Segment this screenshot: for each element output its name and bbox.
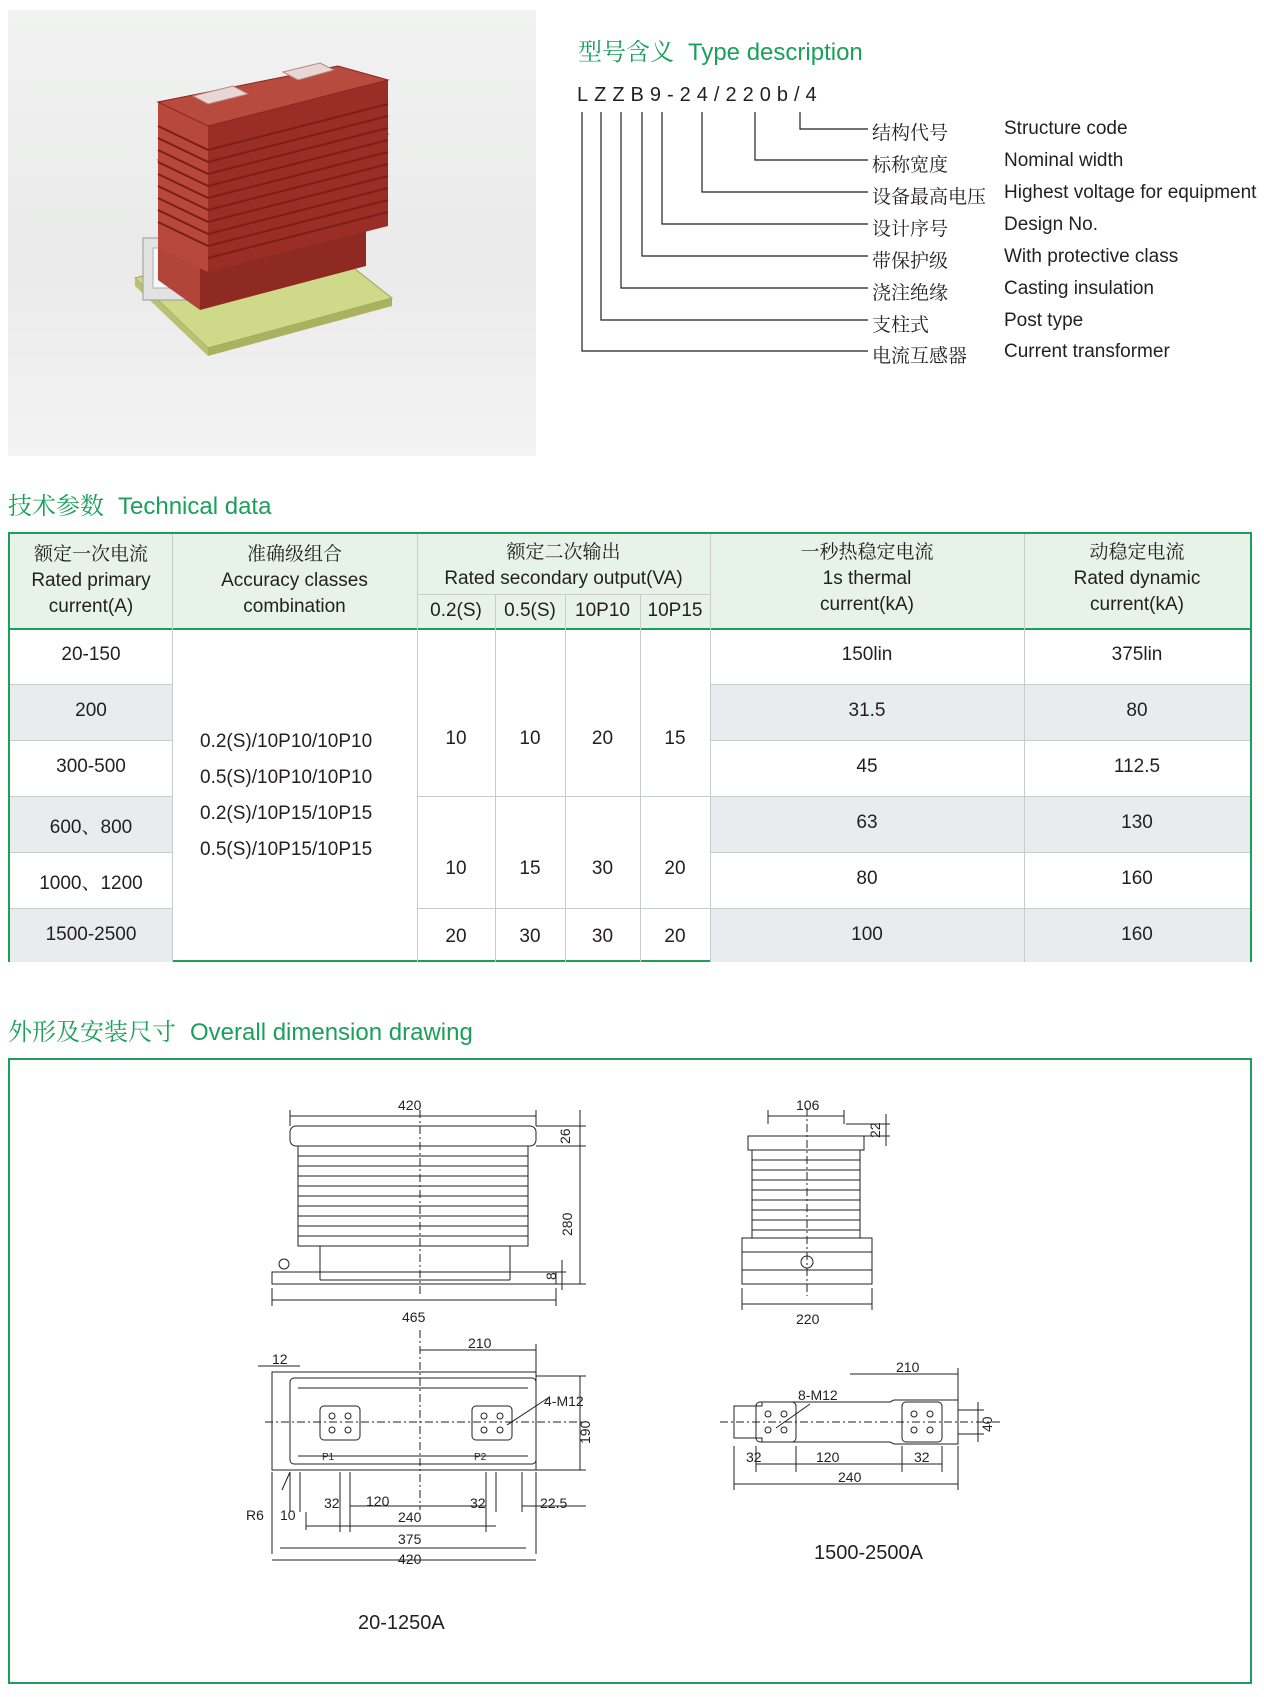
row-divider	[710, 740, 1250, 741]
type-row-zh: 标称宽度	[872, 155, 949, 176]
cell-thermal: 80	[856, 868, 878, 889]
cell-thermal: 31.5	[848, 700, 886, 721]
header-dynamic	[1024, 540, 1250, 618]
dim-label-d420: 420	[398, 1551, 422, 1567]
header-zh: 动稳定电流	[1089, 542, 1185, 563]
dimension-drawing-panel	[8, 1058, 1252, 1684]
group-divider	[417, 908, 710, 909]
cell-thermal: 45	[856, 756, 878, 777]
accuracy-item: 0.2(S)/10P10/10P10	[200, 731, 373, 752]
type-row-en: Design No.	[1004, 214, 1098, 235]
type-row-zh: 设备最高电压	[872, 187, 987, 208]
technical-data-title	[8, 486, 271, 521]
cell-dynamic: 112.5	[1113, 756, 1161, 777]
dim-label-p2: P2	[474, 1452, 487, 1463]
cell-dynamic: 80	[1126, 700, 1148, 721]
type-row-zh: 支柱式	[872, 315, 930, 336]
cell-secondary: 20	[664, 858, 686, 879]
dim-label-b-240: 240	[838, 1469, 862, 1485]
row-divider	[710, 796, 1250, 797]
cell-secondary: 20	[445, 926, 467, 947]
cell-secondary: 10	[445, 728, 467, 749]
type-row-structure-code	[872, 118, 1262, 148]
cell-secondary: 20	[591, 728, 614, 749]
cell-primary: 200	[75, 700, 107, 721]
dim-label-b-210: 210	[896, 1359, 920, 1375]
dim-label-base-h: 8	[543, 1272, 559, 1280]
dim-label-plan-12: 12	[272, 1351, 288, 1367]
header-en: Accuracy classes	[221, 570, 368, 591]
dim-label-b-120: 120	[816, 1449, 840, 1465]
dim-label-b-32b: 32	[914, 1449, 930, 1465]
dim-label-d240: 240	[398, 1509, 422, 1525]
technical-data-table	[8, 532, 1252, 962]
cell-thermal: 150lin	[841, 644, 893, 665]
header-en: Rated dynamic	[1073, 568, 1201, 589]
cell-secondary: 30	[591, 926, 614, 947]
type-row-zh: 设计序号	[872, 219, 949, 240]
type-row-zh: 电流互感器	[872, 346, 968, 367]
header-en: current(A)	[48, 596, 134, 617]
type-description-title-zh: 型号含义	[578, 39, 674, 66]
accuracy-item: 0.2(S)/10P15/10P15	[200, 803, 373, 824]
cell-primary: 600、800	[49, 817, 133, 838]
header-zh: 准确级组合	[246, 544, 342, 565]
row-divider	[10, 908, 172, 909]
header-zh: 额定二次输出	[506, 542, 621, 563]
type-row-casting-insulation	[872, 278, 1262, 308]
cell-thermal: 63	[856, 812, 878, 833]
dim-label-r6: R6	[246, 1507, 264, 1523]
type-row-zh: 结构代号	[872, 123, 949, 144]
type-row-nominal-width	[872, 150, 1262, 180]
type-description-title-en: Type description	[688, 39, 863, 66]
dimension-drawing-title	[8, 1012, 473, 1047]
cell-secondary: 30	[519, 926, 541, 947]
column-divider	[640, 594, 641, 962]
dim-label-b-40: 40	[979, 1416, 995, 1432]
type-row-post-type	[872, 310, 1262, 340]
type-row-en: Post type	[1004, 310, 1084, 331]
cell-primary: 20-150	[61, 644, 121, 665]
cell-primary: 1500-2500	[45, 924, 137, 945]
row-divider	[10, 852, 172, 853]
dim-label-d120: 120	[366, 1493, 390, 1509]
type-row-current-transformer	[872, 341, 1262, 371]
group-divider	[417, 796, 710, 797]
cell-secondary: 10	[519, 728, 541, 749]
header-sub-10p15: 10P15	[647, 600, 703, 621]
dim-label-side-width: 106	[796, 1097, 820, 1113]
cell-dynamic: 160	[1121, 924, 1153, 945]
header-sub-02s: 0.2(S)	[430, 600, 482, 621]
row-divider	[10, 740, 172, 741]
type-row-en: Current transformer	[1004, 341, 1170, 362]
dimension-drawing-title-en: Overall dimension drawing	[190, 1019, 473, 1046]
type-row-zh: 带保护级	[872, 251, 949, 272]
dim-label-base-width: 465	[402, 1309, 426, 1325]
technical-data-title-zh: 技术参数	[8, 493, 104, 520]
cell-dynamic: 375lin	[1111, 644, 1163, 665]
dim-label-bolt: 4-M12	[544, 1393, 584, 1409]
dim-label-top-cap: 26	[557, 1128, 573, 1144]
header-secondary	[417, 540, 710, 592]
model-code: LZZB9-24/220b/4	[577, 84, 823, 106]
type-row-en: With protective class	[1004, 246, 1179, 267]
caption-20-1250a: 20-1250A	[358, 1612, 445, 1634]
dim-label-side-base: 220	[796, 1311, 820, 1327]
cell-secondary: 30	[591, 858, 614, 879]
type-row-en: Nominal width	[1004, 150, 1124, 171]
accuracy-item: 0.5(S)/10P15/10P15	[200, 839, 373, 860]
dim-label-front-width: 420	[398, 1097, 422, 1113]
type-row-zh: 浇注绝缘	[872, 283, 949, 304]
type-row-highest-voltage	[872, 182, 1262, 212]
cell-dynamic: 130	[1121, 812, 1153, 833]
dimension-drawing-title-zh: 外形及安装尺寸	[8, 1019, 176, 1046]
technical-data-title-en: Technical data	[118, 493, 272, 520]
cell-secondary: 10	[445, 858, 467, 879]
header-sub-05s: 0.5(S)	[504, 600, 556, 621]
cell-primary: 300-500	[56, 756, 126, 777]
dim-label-b-32a: 32	[746, 1449, 762, 1465]
cell-secondary: 15	[664, 728, 686, 749]
dim-label-d10: 10	[280, 1507, 296, 1523]
header-divider	[417, 594, 710, 595]
caption-1500-2500a: 1500-2500A	[814, 1542, 923, 1564]
header-en: combination	[243, 596, 346, 617]
cell-secondary: 15	[519, 858, 541, 879]
header-zh: 一秒热稳定电流	[800, 542, 934, 563]
header-en: 1s thermal	[822, 568, 912, 589]
header-zh: 额定一次电流	[33, 544, 148, 565]
dim-label-p1: P1	[322, 1452, 335, 1463]
header-en: current(kA)	[820, 594, 914, 615]
dim-label-d32b: 32	[470, 1495, 486, 1511]
header-thermal	[710, 540, 1024, 618]
type-row-protective-class	[872, 246, 1262, 276]
cell-secondary: 20	[664, 926, 686, 947]
row-divider	[710, 684, 1250, 685]
dimension-drawing	[10, 1060, 1250, 1682]
cell-dynamic: 160	[1121, 868, 1153, 889]
dim-label-d32a: 32	[324, 1495, 340, 1511]
header-rated-primary	[10, 542, 172, 620]
cell-thermal: 100	[851, 924, 883, 945]
dim-label-b-bolt: 8-M12	[798, 1387, 838, 1403]
dim-label-plan-190: 190	[577, 1420, 593, 1444]
dim-label-height: 280	[559, 1212, 575, 1236]
column-divider	[495, 594, 496, 962]
header-en: Rated secondary output(VA)	[444, 568, 683, 589]
type-row-design-no	[872, 214, 1262, 244]
dim-label-side-cap: 22	[867, 1122, 883, 1138]
type-row-en: Casting insulation	[1004, 278, 1154, 299]
row-divider	[710, 908, 1250, 909]
dim-label-d22-5: 22.5	[540, 1495, 568, 1511]
row-divider	[710, 852, 1250, 853]
row-divider	[10, 796, 172, 797]
header-accuracy	[172, 542, 417, 620]
cell-primary: 1000、1200	[39, 873, 143, 894]
header-en: Rated primary	[31, 570, 151, 591]
accuracy-combinations	[200, 724, 372, 868]
column-divider	[565, 594, 566, 962]
dim-label-d375: 375	[398, 1531, 422, 1547]
type-row-en: Structure code	[1004, 118, 1128, 139]
type-row-en: Highest voltage for equipment	[1004, 182, 1257, 203]
accuracy-item: 0.5(S)/10P10/10P10	[200, 767, 373, 788]
row-divider	[10, 684, 172, 685]
header-sub-10p10: 10P10	[575, 600, 630, 621]
dim-label-plan-210: 210	[468, 1335, 492, 1351]
header-en: current(kA)	[1090, 594, 1184, 615]
